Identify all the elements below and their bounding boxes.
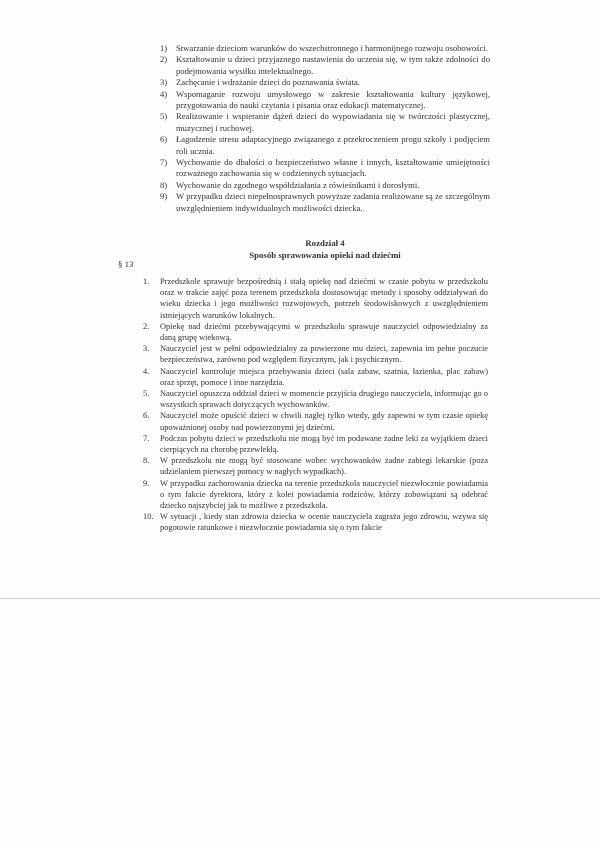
list-item: 8. W przedszkolu nie mogą być stosowane wobec wychowanków żadne zabiegi lekarskie (poza udzielaniem pierwszej pomocy w nagłych wypadkach). xyxy=(143,456,488,477)
list-item: 7) Wychowanie do dbałości o bezpieczeństwo własne i innych, kształtowanie umiejętności rozważnego zachowania się w codziennych sytuacjach. xyxy=(160,157,490,179)
section-mark: § 13 xyxy=(118,259,134,269)
list-item: 4. Nauczyciel kontroluje miejsca przebywania dzieci (sala zabaw, szatnia, łazienka, plac zabaw) oraz sprzęt, pomoce i inne narzędzia. xyxy=(143,366,488,387)
list-item: 2. Opiekę nad dziećmi przebywającymi w przedszkolu sprawuje nauczyciel odpowiedzialny za daną grupę wiekową. xyxy=(143,321,488,343)
list-item: 8) Wychowanie do zgodnego współdziałania z rówieśnikami i dorosłymi. xyxy=(160,179,420,190)
list-item: 3. Nauczyciel jest w pełni odpowiedzialny za powierzone mu dzieci, zapewnia im pełne poczucie bezpieczeństwa, zarówno pod względem fizycznym, jak i psychicznym. xyxy=(143,344,488,365)
chapter-title: Sposób sprawowania opieki nad dziećmi xyxy=(249,250,401,260)
list-item: 9) W przypadku dzieci niepełnosprawnych powyższe zadania realizowane są ze szczególnym uwzględnieniem indywidualnych możliwości dziecka. xyxy=(160,191,490,213)
list-item: 6. Nauczyciel może opuścić dzieci w chwili nagłej tylko wtedy, gdy zapewni w tym czasie opiekę upoważnionej osoby nad powierzonymi jej dziećmi. xyxy=(143,411,488,432)
list-item: 4) Wspomaganie rozwoju umysłowego w zakresie kształtowania kultury językowej, przygotowania do nauki czytania i pisania oraz edukacji matematycznej. xyxy=(160,88,490,111)
list-item: 1. Przedszkole sprawuje bezpośrednią i stałą opiekę nad dziećmi w czasie pobytu w przedszkolu oraz w trakcie zajęć poza terenem przedszkola dostosowując metody i sposoby oddziaływań do wieku dziecka i jego możliwości rozwojowych, potrzeb środowiskowych z uwzględnieniem istniejących warunków lokalnych. xyxy=(143,277,488,320)
list-item: 10. W sytuacji , kiedy stan zdrowia dziecka w ocenie nauczyciela zagraża jego zdrowiu, wzywa się pogotowie ratunkowe i niezwłocznie powiadamia się o tym fakcie xyxy=(143,512,488,533)
list-item: 9. W przypadku zachorowania dziecka na terenie przedszkola nauczyciel niezwłocznie powiadamia o tym fakcie dyrektora, który z kolei powiadamia rodziców, którzy zobowiązani są odebrać dziecko najszybciej jak to możliwe z przedszkola. xyxy=(143,478,488,511)
list-item: 5) Realizowanie i wspieranie dążeń dzieci do wypowiadania się w twórczości plastycznej, muzycznej i ruchowej. xyxy=(160,111,490,133)
tasks-list xyxy=(160,43,490,214)
list-item: 3) Zachęcanie i wdrażanie dzieci do poznawania świata. xyxy=(160,77,360,88)
list-item: 5. Nauczyciel opuszcza oddział dzieci w momencie przyjścia drugiego nauczyciela, informując go o wszystkich sprawach dotyczących wychowanków. xyxy=(143,389,488,410)
care-rules-list xyxy=(143,276,488,534)
chapter-number: Rozdział 4 xyxy=(305,238,345,248)
list-item: 6) Łagodzenie stresu adaptacyjnego związanego z przekroczeniem progu szkoły i podjęciem roli ucznia. xyxy=(160,134,490,156)
scan-edge-line xyxy=(0,598,600,599)
list-item: 7. Podczas pobytu dzieci w przedszkolu nie mogą być im podawane żadne leki za wyjątkiem dzieci cierpiących na chorobę przewlekłą. xyxy=(143,433,488,455)
list-item: 1) Stwarzanie dzieciom warunków do wszechstronnego i harmonijnego rozwoju osobowości. xyxy=(160,43,488,53)
list-item: 2) Kształtowanie u dzieci przyjaznego nastawienia do uczenia się, w tym także zdolności do podejmowania wysiłku intelektualnego. xyxy=(160,54,490,76)
